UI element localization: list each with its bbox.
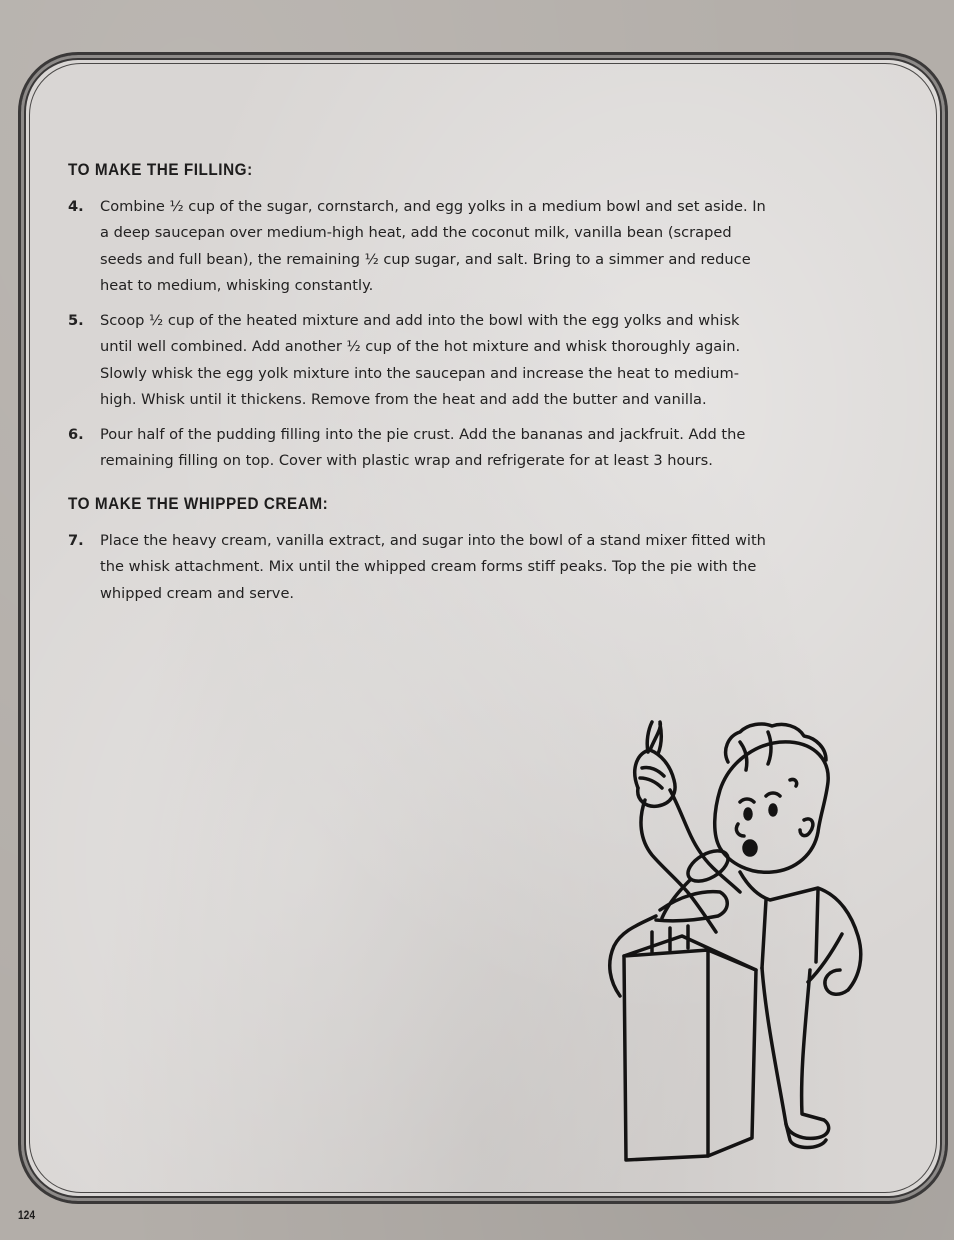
podium-stand-legs <box>652 926 688 952</box>
step-6 <box>68 422 768 475</box>
step-text: Combine ½ cup of the sugar, cornstarch, and egg yolks in a medium bowl and set aside. In a deep saucepan over medium-high heat, add the coconut milk, vanilla bean (scraped seeds and full bean), the remaining ½ cup sugar, and salt. Bring to a simmer and reduce heat to medium, whisking constantly. <box>100 198 766 294</box>
ear <box>800 819 813 836</box>
whipped-cream-heading: TO MAKE THE WHIPPED CREAM: <box>68 494 329 513</box>
torso-outline <box>740 872 861 990</box>
step-4 <box>68 194 768 299</box>
step-5 <box>68 308 768 413</box>
vault-boy-podium-illustration <box>590 720 880 1170</box>
mouth <box>744 841 756 855</box>
raised-arm <box>641 800 716 932</box>
podium-side <box>708 950 756 1156</box>
right-eye <box>770 805 776 815</box>
step-text: Scoop ½ cup of the heated mixture and add into the bowl with the egg yolks and whisk until well combined. Add another ½ cup of the hot mixture and whisk thoroughly again. Slowly whisk the egg yolk mixture into the saucepan and increase the heat to medium-high. Whisk until it thickens. Remove from the heat and add the butter and vanilla. <box>100 312 741 408</box>
podium-front <box>624 950 708 1160</box>
raised-arm-back <box>670 790 740 892</box>
finger-lines <box>640 767 664 788</box>
page-number: 124 <box>18 1208 36 1222</box>
step-number: 4. <box>68 198 84 215</box>
step-number: 5. <box>68 312 84 329</box>
step-text: Pour half of the pudding filling into the pie crust. Add the bananas and jackfruit. Add the remaining filling on top. Cover with plastic wrap and refrigerate for at least 3 hours. <box>100 426 746 470</box>
step-7 <box>68 528 768 607</box>
nose <box>736 824 744 836</box>
bent-arm <box>808 934 842 982</box>
microphone-clamp <box>656 892 727 921</box>
filling-heading: TO MAKE THE FILLING: <box>68 160 253 179</box>
step-text: Place the heavy cream, vanilla extract, and sugar into the bowl of a stand mixer fitted with the whisk attachment. Mix until the whipped cream forms stiff peaks. Top the pie with the whipped cream and serve. <box>100 532 766 602</box>
left-eyebrow <box>740 799 754 802</box>
legs <box>762 968 829 1138</box>
step-number: 7. <box>68 532 84 549</box>
right-eyebrow <box>766 793 780 796</box>
hand-on-hip <box>825 970 848 994</box>
forehead-line <box>790 779 797 786</box>
left-eye <box>745 809 751 819</box>
step-number: 6. <box>68 426 84 443</box>
